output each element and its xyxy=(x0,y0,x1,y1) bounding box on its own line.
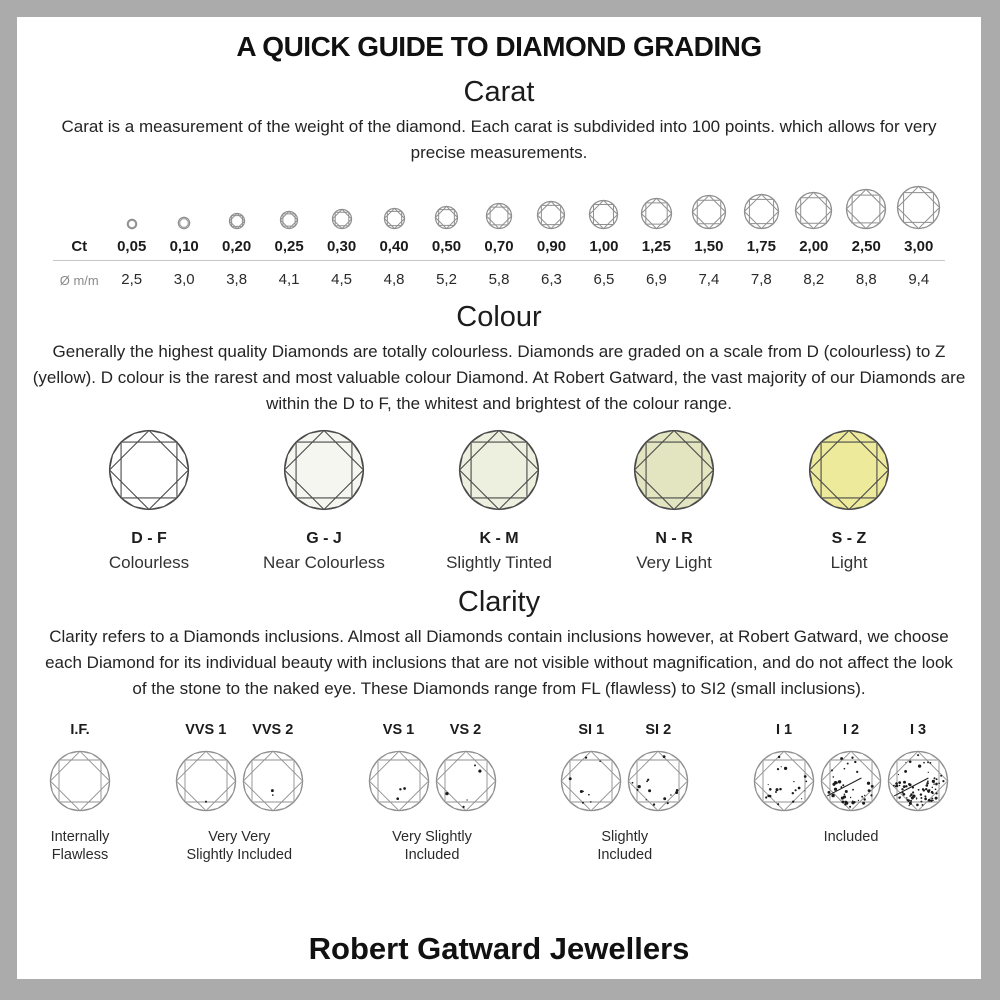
diameter-value: 6,5 xyxy=(593,271,615,288)
diameter-value: 3,8 xyxy=(226,271,248,288)
clarity-grade-label: SI 2 xyxy=(645,722,672,738)
clarity-stone-icon xyxy=(242,750,304,817)
carat-mm-label: Ø m/m xyxy=(59,273,99,288)
clarity-grade-label: SI 1 xyxy=(578,722,605,738)
clarity-stone-block xyxy=(242,722,304,817)
carat-value: 1,25 xyxy=(630,230,682,261)
carat-table-corner xyxy=(53,176,105,230)
carat-value: 1,50 xyxy=(683,230,735,261)
carat-ct-label: Ct xyxy=(53,230,105,261)
clarity-stone-block xyxy=(368,722,430,817)
clarity-stone-icon xyxy=(753,750,815,817)
colour-grade-label: Slightly Tinted xyxy=(446,553,552,572)
carat-size-table xyxy=(53,176,945,288)
clarity-stone-block xyxy=(820,722,882,817)
clarity-description: Clarity refers to a Diamonds inclusions. Almost all Diamonds contain inclusions however, at Robert Gatward, we choose each Diamond for its individual beauty with inclusions that are not visible without magnification, and do not affect the look of the stone to the naked eye. These Diamonds range from FL (flawless) to SI2 (small inclusions). xyxy=(45,627,953,698)
colour-grade-item xyxy=(419,429,579,573)
infographic-sheet xyxy=(17,17,981,979)
diameter-value: 5,2 xyxy=(436,271,457,288)
clarity-stone-block xyxy=(627,722,689,817)
carat-value: 0,20 xyxy=(210,230,262,261)
diameter-value: 6,9 xyxy=(645,271,667,288)
clarity-stone-icon xyxy=(49,750,111,817)
carat-stone-icon xyxy=(525,176,577,230)
colour-stone-icon xyxy=(283,429,365,516)
colour-stone-icon xyxy=(458,429,540,516)
carat-stone-icon xyxy=(368,176,420,230)
colour-grade-range: G - J xyxy=(306,530,342,547)
clarity-stone-block xyxy=(435,722,497,817)
diameter-value: 8,2 xyxy=(803,271,825,288)
clarity-grade-label: I.F. xyxy=(70,722,90,738)
clarity-group xyxy=(175,722,304,864)
clarity-grade-label: I 3 xyxy=(909,722,927,738)
colour-grade-label: Light xyxy=(830,553,868,572)
carat-value: 0,70 xyxy=(473,230,525,261)
carat-value: 0,50 xyxy=(420,230,472,261)
carat-stone-icon xyxy=(420,176,472,230)
colour-description: Generally the highest quality Diamonds are totally colourless. Diamonds are graded on a scale from D (colourless) to Z (yellow). D colour is the rarest and most valuable colour Diamond. At Robert Gatward, the vast majority of our Diamonds are within the D to F, the whitest and brightest of the colour range. xyxy=(32,342,966,413)
clarity-stone-icon xyxy=(820,750,882,817)
clarity-stone-icon xyxy=(368,750,430,817)
diameter-value: 5,8 xyxy=(488,271,510,288)
clarity-grade-label: VVS 1 xyxy=(185,722,227,738)
carat-stone-icon xyxy=(893,176,945,230)
colour-grade-range: S - Z xyxy=(831,530,867,547)
clarity-stone-block xyxy=(175,722,237,817)
clarity-stone-icon xyxy=(560,750,622,817)
carat-value: 0,05 xyxy=(105,230,157,261)
diameter-value: 7,4 xyxy=(698,271,720,288)
page-title: A QUICK GUIDE TO DIAMOND GRADING xyxy=(236,31,762,62)
carat-stone-icon xyxy=(315,176,367,230)
carat-value: 0,30 xyxy=(315,230,367,261)
colour-grade-label: Near Colourless xyxy=(263,553,385,572)
clarity-grade-row xyxy=(49,722,949,864)
colour-grade-row xyxy=(69,429,929,573)
carat-stone-icon xyxy=(683,176,735,230)
clarity-stone-block xyxy=(753,722,815,817)
clarity-stone-icon xyxy=(627,750,689,817)
colour-stone-icon xyxy=(108,429,190,516)
clarity-grade-label: I 1 xyxy=(775,722,793,738)
diameter-value: 3,0 xyxy=(173,271,195,288)
clarity-group xyxy=(560,722,689,864)
clarity-group xyxy=(368,722,497,864)
colour-grade-item xyxy=(769,429,929,573)
clarity-heading: Clarity xyxy=(457,586,541,618)
carat-description: Carat is a measurement of the weight of the diamond. Each carat is subdivided into 100 points. which allows for very precise measurements. xyxy=(61,117,937,162)
colour-grade-label: Colourless xyxy=(108,553,190,572)
carat-value: 0,10 xyxy=(158,230,210,261)
colour-grade-range: K - M xyxy=(479,530,519,547)
carat-stone-icon xyxy=(105,176,157,230)
clarity-grade-label: VVS 2 xyxy=(252,722,294,738)
diameter-value: 4,8 xyxy=(383,271,405,288)
carat-stone-icon xyxy=(263,176,315,230)
clarity-grade-label: I 2 xyxy=(842,722,860,738)
carat-stone-icon xyxy=(473,176,525,230)
diameter-value: 2,5 xyxy=(121,271,143,288)
carat-value: 0,40 xyxy=(368,230,420,261)
carat-value: 1,00 xyxy=(578,230,630,261)
clarity-stone-icon xyxy=(175,750,237,817)
colour-heading: Colour xyxy=(456,301,542,333)
colour-grade-item xyxy=(69,429,229,573)
clarity-stone-block xyxy=(49,722,111,817)
colour-grade-item xyxy=(244,429,404,573)
clarity-group xyxy=(49,722,111,864)
carat-heading: Carat xyxy=(463,76,535,108)
carat-stone-icon xyxy=(840,176,892,230)
carat-value: 2,00 xyxy=(788,230,840,261)
clarity-group xyxy=(753,722,949,864)
jeweller-name: Robert Gatward Jewellers xyxy=(308,931,690,966)
diameter-value: 9,4 xyxy=(908,271,930,288)
carat-stone-icon xyxy=(735,176,787,230)
clarity-caption: Slightly Included xyxy=(597,829,653,863)
clarity-stone-icon xyxy=(435,750,497,817)
diameter-value: 8,8 xyxy=(855,271,877,288)
carat-stone-icon xyxy=(158,176,210,230)
carat-value: 0,25 xyxy=(263,230,315,261)
clarity-caption: Very Very Slightly Included xyxy=(186,829,293,863)
carat-value: 0,90 xyxy=(525,230,577,261)
carat-stone-icon xyxy=(578,176,630,230)
colour-grade-label: Very Light xyxy=(636,553,712,572)
colour-grade-item xyxy=(594,429,754,573)
colour-stone-icon xyxy=(808,429,890,516)
diameter-value: 6,3 xyxy=(541,271,562,288)
clarity-caption: Very Slightly Included xyxy=(392,829,472,863)
clarity-stone-icon xyxy=(887,750,949,817)
carat-value: 2,50 xyxy=(840,230,892,261)
clarity-grade-label: VS 2 xyxy=(449,722,482,738)
colour-stone-icon xyxy=(633,429,715,516)
clarity-stone-block xyxy=(887,722,949,817)
diameter-value: 4,1 xyxy=(278,271,300,288)
carat-stone-icon xyxy=(210,176,262,230)
carat-stone-icon xyxy=(630,176,682,230)
carat-value: 3,00 xyxy=(893,230,945,261)
carat-value: 1,75 xyxy=(735,230,787,261)
clarity-grade-label: VS 1 xyxy=(382,722,415,738)
colour-grade-range: N - R xyxy=(655,530,693,547)
diameter-value: 7,8 xyxy=(750,271,772,288)
clarity-caption: Included xyxy=(823,829,879,845)
carat-stone-icon xyxy=(788,176,840,230)
colour-grade-range: D - F xyxy=(131,530,167,547)
clarity-caption: Internally Flawless xyxy=(50,829,110,863)
clarity-stone-block xyxy=(560,722,622,817)
diameter-value: 4,5 xyxy=(331,271,352,288)
